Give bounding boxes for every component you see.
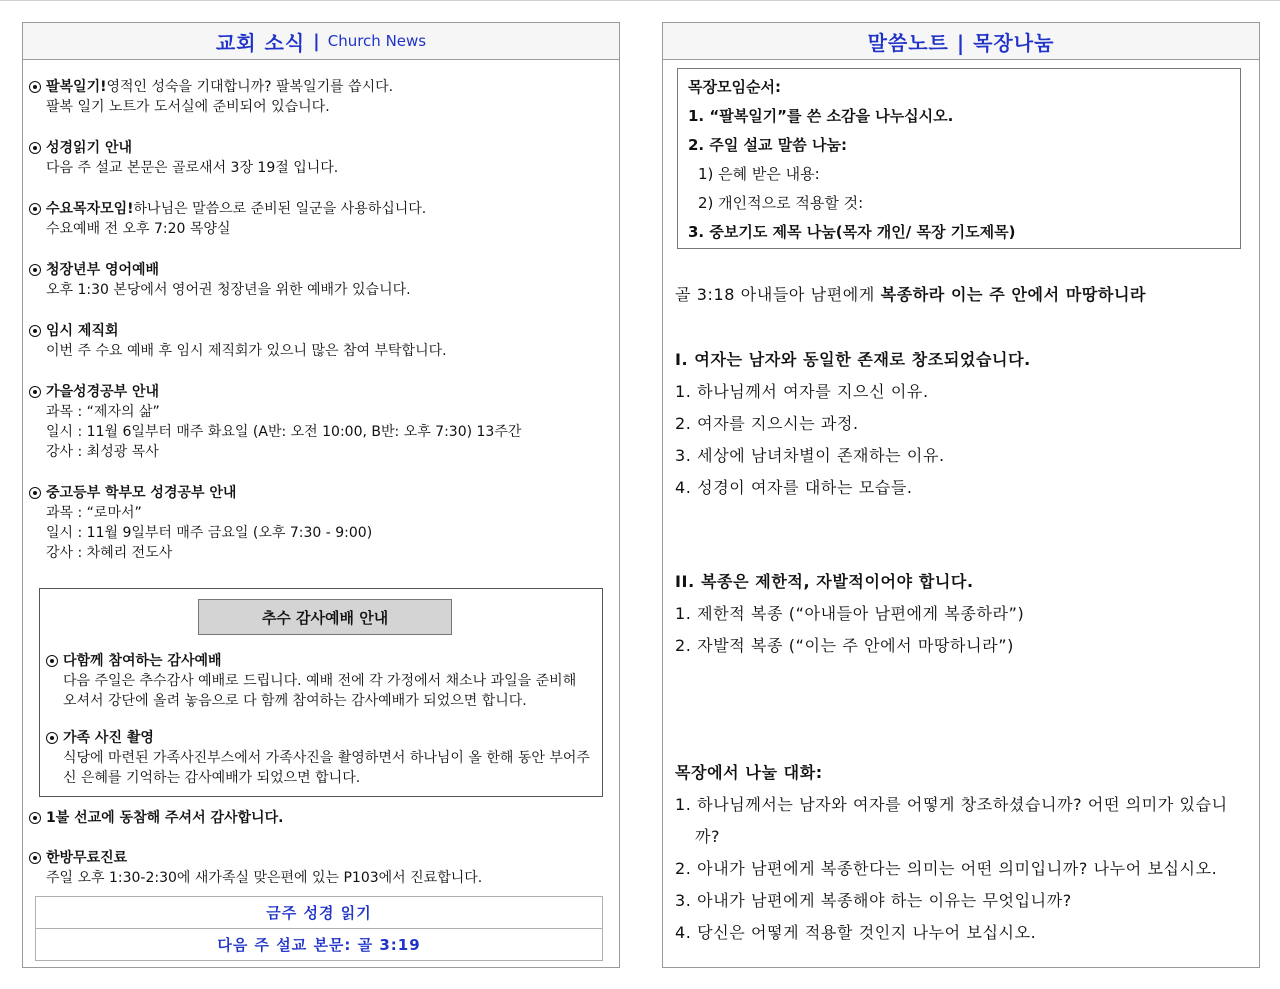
bible-reading-table <box>35 896 603 961</box>
verse-bold: 복종하라 이는 주 안에서 마땅하니라 <box>880 285 1147 304</box>
news-line: 과목 : “제자의 삶” <box>46 404 160 420</box>
section-title: I. 여자는 남자와 동일한 존재로 창조되었습니다. <box>675 350 1031 369</box>
discussion-title: 목장에서 나눌 대화: <box>675 763 823 782</box>
discussion-question: 4. 당신은 어떻게 적용할 것인지 나누어 보십시오. <box>675 923 1037 942</box>
news-item-shepherds <box>29 199 609 239</box>
news-item-english-service <box>29 260 609 300</box>
section-point: 1. 제한적 복종 (“아내들아 남편에게 복종하라”) <box>675 604 1025 623</box>
church-news-panel <box>22 22 620 968</box>
news-line: 강사 : 차혜리 전도사 <box>46 545 173 561</box>
order-item: 2. 주일 설교 말씀 나눔: <box>688 136 847 154</box>
section-title: II. 복종은 제한적, 자발적이어야 합니다. <box>675 572 974 591</box>
header-title: 교회 소식 <box>215 30 306 55</box>
thanks-item-text: 식당에 마련된 가족사진부스에서 가족사진을 촬영하면서 하나님이 올 한해 동안 부어주신 은혜를 기억하는 감사예배가 되었으면 합니다. <box>63 750 590 786</box>
sermon-notes-panel <box>662 22 1260 968</box>
bullet-icon <box>29 81 41 93</box>
section-point: 2. 여자를 지으시는 과정. <box>675 414 859 433</box>
section-point: 2. 자발적 복종 (“이는 주 안에서 마땅하니라”) <box>675 636 1014 655</box>
bullet-icon <box>29 203 41 215</box>
bullet-icon <box>46 655 58 667</box>
bullet-icon <box>29 386 41 398</box>
bullet-icon <box>29 487 41 499</box>
section-point: 3. 세상에 남녀차별이 존재하는 이유. <box>675 446 945 465</box>
church-news-header <box>23 23 619 60</box>
news-title: 청장년부 영어예배 <box>46 262 160 278</box>
news-item-mission <box>29 808 609 828</box>
section-one <box>675 344 1250 504</box>
order-item: 3. 중보기도 제목 나눔(목자 개인/ 목장 기도제목) <box>688 223 1016 241</box>
sermon-notes-header <box>663 23 1259 60</box>
news-line: 일시 : 11월 6일부터 매주 화요일 (A반: 오전 10:00, B반: 오후 7:30) 13주간 <box>46 424 522 440</box>
reading-next-sermon: 다음 주 설교 본문: 골 3:19 <box>36 928 602 960</box>
meeting-order-box <box>677 68 1241 249</box>
bullet-icon <box>29 264 41 276</box>
news-inline: 하나님은 말씀으로 준비된 일군을 사용하십니다. <box>133 201 427 217</box>
news-title: 임시 제직회 <box>46 323 119 339</box>
key-verse <box>675 279 1250 311</box>
discussion-question: 1. 하나님께서는 남자와 여자를 어떻게 창조하셨습니까? 어떤 의미가 있습니까? <box>675 795 1228 846</box>
discussion-question: 3. 아내가 남편에게 복종해야 하는 이유는 무엇입니까? <box>675 891 1072 910</box>
news-line: 일시 : 11월 9일부터 매주 금요일 (오후 7:30 - 9:00) <box>46 525 373 541</box>
bullet-icon <box>29 142 41 154</box>
verse-reference: 골 3:18 아내들아 남편에게 <box>675 285 881 304</box>
thanksgiving-title: 추수 감사예배 안내 <box>198 599 452 635</box>
header-separator: | <box>313 30 320 52</box>
news-item-deacons-meeting <box>29 321 609 361</box>
news-item-clinic <box>29 848 609 888</box>
section-two <box>675 566 1250 662</box>
discussion-question: 2. 아내가 남편에게 복종한다는 의미는 어떤 의미입니까? 나누어 보십시오. <box>675 859 1218 878</box>
news-line: 강사 : 최성광 목사 <box>46 444 159 460</box>
thanks-item-worship <box>46 651 594 711</box>
section-point: 4. 성경이 여자를 대하는 모습들. <box>675 478 913 497</box>
news-title: 중고등부 학부모 성경공부 안내 <box>46 485 237 501</box>
news-item-diary <box>29 77 609 117</box>
news-line: 주일 오후 1:30-2:30에 새가족실 맞은편에 있는 P103에서 진료합니다. <box>46 870 483 886</box>
thanks-item-title: 다함께 참여하는 감사예배 <box>63 653 222 669</box>
news-item-parents-study <box>29 483 609 563</box>
news-title: 한방무료진료 <box>46 850 128 866</box>
bullet-icon <box>29 812 41 824</box>
thanksgiving-box <box>39 588 603 797</box>
thanks-item-text: 다음 주일은 추수감사 예배로 드립니다. 예배 전에 각 가정에서 채소나 과일을 준비해 오셔서 강단에 올려 놓음으로 다 함께 참여하는 감사예배가 되었으면 합니다. <box>63 673 577 709</box>
news-item-fall-study <box>29 382 609 462</box>
news-line: 다음 주 설교 본문은 골로새서 3장 19절 입니다. <box>46 160 339 176</box>
news-item-bible-reading <box>29 138 609 178</box>
order-subitem: 2) 개인적으로 적용할 것: <box>698 194 864 212</box>
bullet-icon <box>29 852 41 864</box>
news-line: 팔복 일기 노트가 도서실에 준비되어 있습니다. <box>46 99 330 115</box>
news-line: 이번 주 수요 예배 후 임시 제직회가 있으니 많은 참여 부탁합니다. <box>46 343 447 359</box>
thanks-item-title: 가족 사진 촬영 <box>63 730 154 746</box>
section-point: 1. 하나님께서 여자를 지으신 이유. <box>675 382 929 401</box>
news-title: 팔복일기! <box>46 79 107 95</box>
order-item: 1. “팔복일기”를 쓴 소감을 나누십시오. <box>688 107 954 125</box>
top-rule <box>0 0 1280 1</box>
header-title: 말씀노트 | 목장나눔 <box>867 30 1055 55</box>
news-title: 수요목자모임! <box>46 201 134 217</box>
news-title: 가을성경공부 안내 <box>46 384 160 400</box>
news-line: 과목 : “로마서” <box>46 505 142 521</box>
news-line: 수요예배 전 오후 7:20 목양실 <box>46 221 231 237</box>
header-subtitle: Church News <box>327 32 427 50</box>
order-title: 목장모임순서: <box>688 78 781 96</box>
bullet-icon <box>46 732 58 744</box>
news-line: 오후 1:30 본당에서 영어권 청장년을 위한 예배가 있습니다. <box>46 282 411 298</box>
bullet-icon <box>29 325 41 337</box>
reading-title: 금주 성경 읽기 <box>266 904 372 922</box>
news-title: 성경읽기 안내 <box>46 140 133 156</box>
discussion-questions <box>675 757 1250 949</box>
order-subitem: 1) 은혜 받은 내용: <box>698 165 820 183</box>
news-inline: 영적인 성숙을 기대합니까? 팔복일기를 씁시다. <box>106 79 394 95</box>
news-title: 1불 선교에 동참해 주셔서 감사합니다. <box>46 810 284 826</box>
thanks-item-photo <box>46 728 594 788</box>
